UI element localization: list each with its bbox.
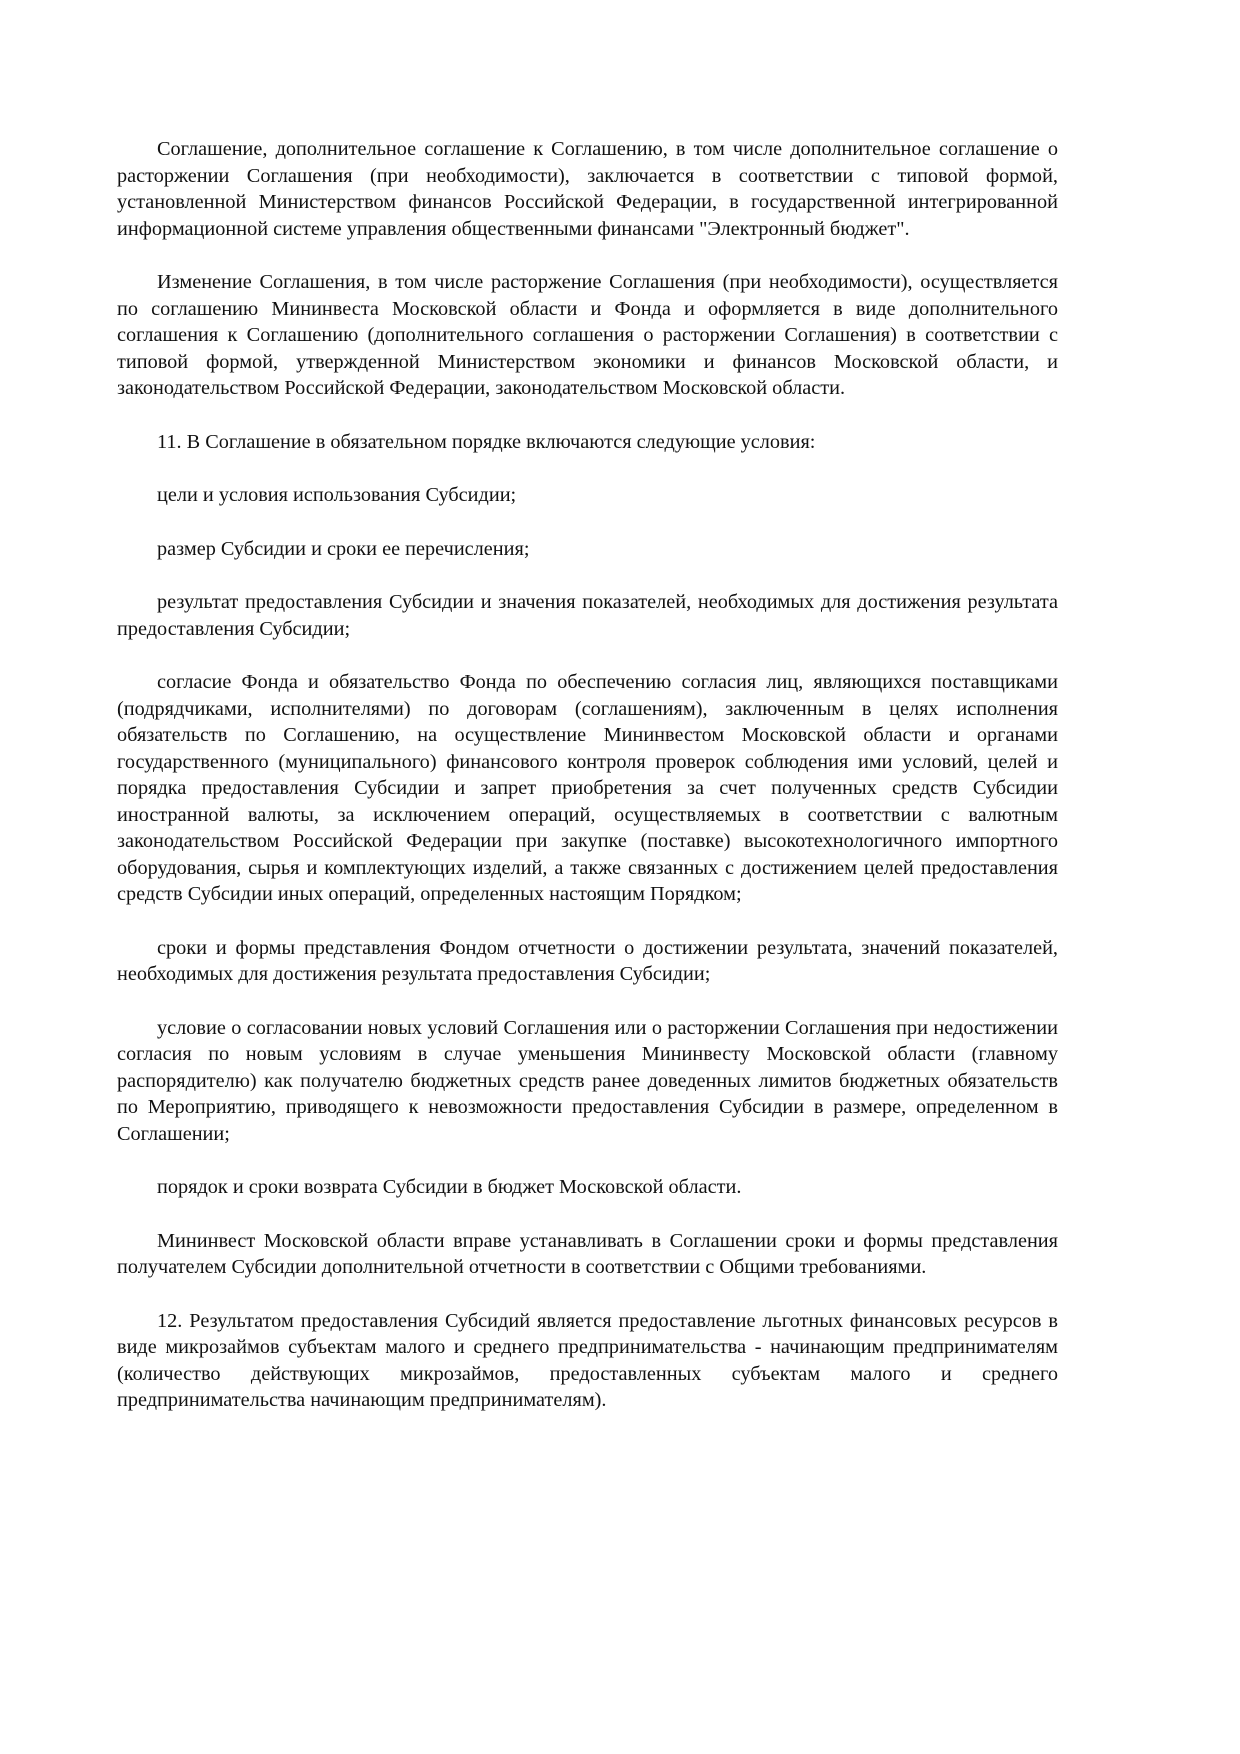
paragraph-additional-reporting: Мининвест Московской области вправе устанавливать в Соглашении сроки и формы представления получателем Субсидии дополнительной отчетности в соответствии с Общими требованиями.	[117, 1229, 1058, 1278]
list-item-amount: размер Субсидии и сроки ее перечисления;	[157, 537, 530, 560]
paragraph-agreement-change: Изменение Соглашения, в том числе расторжение Соглашения (при необходимости), осуществляется по соглашению Мининвеста Московской области и Фонда и оформляется в виде дополнительного соглашения к Соглашению (дополнительного соглашения о расторжении Соглашения) в соответствии с типовой формой, утвержденной Министерством экономики и финансов Московской области, и законодательством Российской Федерации, законодательством Московской области.	[117, 271, 1058, 399]
list-item-consent: согласие Фонда и обязательство Фонда по обеспечению согласия лиц, являющихся поставщиками (подрядчиками, исполнителями) по договорам (соглашениям), заключенным в целях исполнения обязательств по Соглашению, на осуществление Мининвестом Московской области и органами государственного (муниципального) финансового контроля проверок соблюдения ими условий, целей и порядка предоставления Субсидии и запрет приобретения за счет полученных средств Субсидии иностранной валюты, за исключением операций, осуществляемых в соответствии с валютным законодательством Российской Федерации при закупке (поставке) высокотехнологичного импортного оборудования, сырья и комплектующих изделий, а также связанных с достижением целей предоставления средств Субсидии иных операций, определенных настоящим Порядком;	[117, 671, 1058, 905]
list-item-new-conditions: условие о согласовании новых условий Соглашения или о расторжении Соглашения при недостижении согласия по новым условиям в случае уменьшения Мининвесту Московской области (главному распорядителю) как получателю бюджетных средств ранее доведенных лимитов бюджетных обязательств по Мероприятию, приводящего к невозможности предоставления Субсидии в размере, определенном в Соглашении;	[117, 1016, 1058, 1145]
list-item-goals: цели и условия использования Субсидии;	[157, 484, 517, 506]
list-item-refund: порядок и сроки возврата Субсидии в бюджет Московской области.	[157, 1176, 742, 1198]
list-item-reporting: сроки и формы представления Фондом отчетности о достижении результата, значений показателей, необходимых для достижения результата предоставления Субсидии;	[117, 936, 1058, 985]
paragraph-clause-12: 12. Результатом предоставления Субсидий является предоставление льготных финансовых ресурсов в виде микрозаймов субъектам малого и среднего предпринимательства - начинающим предпринимателям (количество действующих микрозаймов, предоставленных субъектам малого и среднего предпринимательства начинающим предпринимателям).	[117, 1309, 1058, 1411]
document-page	[117, 136, 1058, 1441]
list-item-result: результат предоставления Субсидии и значения показателей, необходимых для достижения результата предоставления Субсидии;	[117, 591, 1058, 640]
paragraph-agreement-form: Соглашение, дополнительное соглашение к Соглашению, в том числе дополнительное соглашение о расторжении Соглашения (при необходимости), заключается в соответствии с типовой формой, установленной Министерством финансов Российской Федерации, в государственной интегрированной информационной системе управления общественными финансами "Электронный бюджет".	[117, 138, 1058, 240]
paragraph-clause-11-heading: 11. В Соглашение в обязательном порядке включаются следующие условия:	[157, 430, 816, 453]
